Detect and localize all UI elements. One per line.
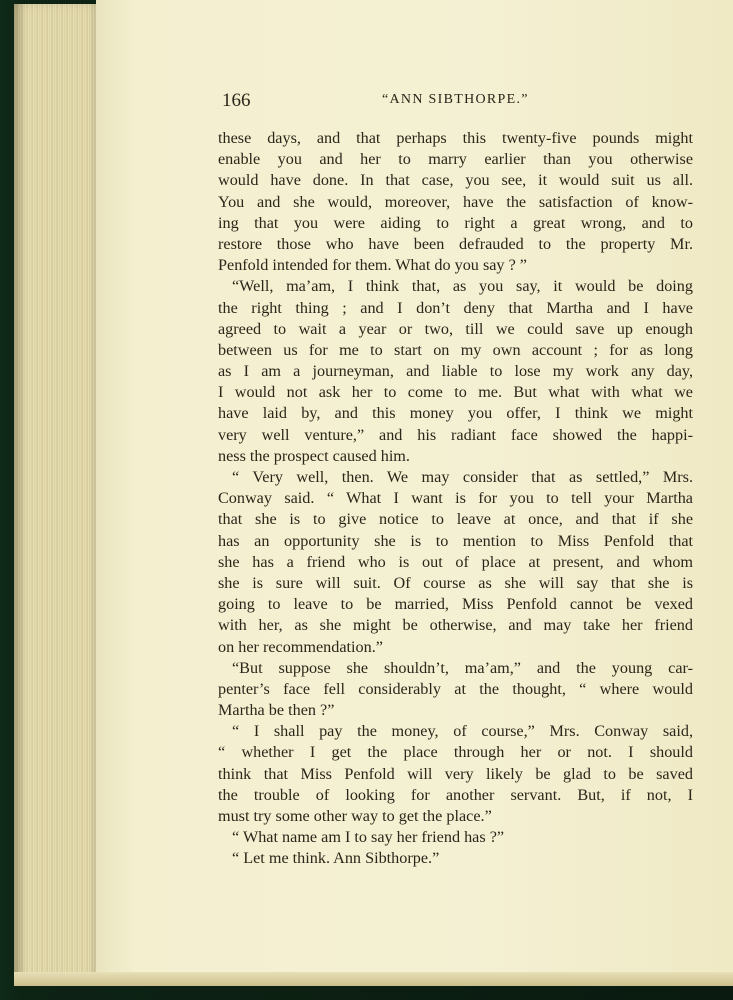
text-line: that she is to give notice to leave at once, and that if she — [218, 510, 693, 529]
text-line: going to leave to be married, Miss Penfold cannot be vexed — [218, 595, 693, 614]
text-line: has an opportunity she is to mention to Miss Penfold that — [218, 531, 693, 550]
text-line: “Well, ma’am, I think that, as you say, it would be doing — [232, 277, 693, 296]
text-line: enable you and her to marry earlier than you otherwise — [218, 150, 693, 169]
text-line: she has a friend who is out of place at present, and whom — [218, 552, 693, 571]
spine-shadow — [14, 4, 26, 986]
text-line: I would not ask her to come to me. But what with what we — [218, 383, 693, 402]
body-text — [218, 128, 693, 870]
text-line: with her, as she might be otherwise, and may take her friend — [218, 616, 693, 635]
text-line: You and she would, moreover, have the satisfaction of know- — [218, 192, 693, 211]
text-line: would have done. In that case, you see, it would suit us all. — [218, 171, 693, 190]
text-line: as I am a journeyman, and liable to lose my work any day, — [218, 362, 693, 381]
text-line: have laid by, and this money you offer, I think we might — [218, 404, 693, 423]
text-line: the right thing ; and I don’t deny that Martha and I have — [218, 298, 693, 317]
text-line: “ Let me think. Ann Sibthorpe.” — [232, 849, 440, 868]
page-header — [222, 90, 702, 114]
text-line: between us for me to start on my own account ; for as long — [218, 340, 693, 359]
text-line: the trouble of looking for another servant. But, if not, I — [218, 785, 693, 804]
text-line: penter’s face fell considerably at the thought, “ where would — [218, 679, 693, 698]
text-line: on her recommendation.” — [218, 637, 383, 656]
text-line: must try some other way to get the place.” — [218, 807, 492, 825]
text-line: Penfold intended for them. What do you say ? ” — [218, 256, 527, 275]
text-line: agreed to wait a year or two, till we could save up enough — [218, 319, 693, 338]
text-line: “ I shall pay the money, of course,” Mrs. Conway said, — [232, 722, 693, 741]
text-line: restore those who have been defrauded to the property Mr. — [218, 234, 693, 253]
text-line: “ Very well, then. We may consider that as settled,” Mrs. — [232, 468, 693, 486]
text-line: very well venture,” and his radiant face showed the happi- — [218, 425, 693, 444]
text-line: these days, and that perhaps this twenty-five pounds might — [218, 129, 693, 147]
text-line: ness the prospect caused him. — [218, 446, 410, 465]
text-line: Conway said. “ What I want is for you to tell your Martha — [218, 489, 693, 508]
text-line: ing that you were aiding to right a great wrong, and to — [218, 213, 693, 232]
text-line: “ What name am I to say her friend has ?” — [232, 828, 505, 847]
page-number: 166 — [222, 90, 251, 111]
text-line: Martha be then ?” — [218, 701, 335, 720]
text-line: she is sure will suit. Of course as she will say that she is — [218, 573, 693, 592]
running-head: “ANN SIBTHORPE.” — [382, 92, 529, 107]
text-line: think that Miss Penfold will very likely be glad to be saved — [218, 764, 693, 783]
text-line: “But suppose she shouldn’t, ma’am,” and the young car- — [232, 658, 693, 677]
bottom-page-edge — [14, 972, 733, 986]
text-line: “ whether I get the place through her or not. I should — [218, 743, 693, 762]
